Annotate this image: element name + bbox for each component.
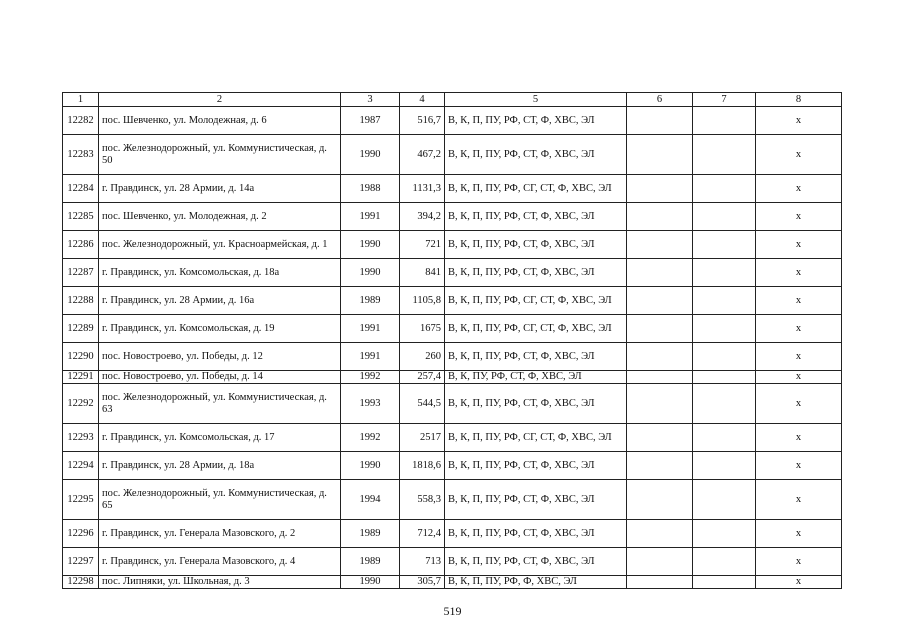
row-year: 1988	[341, 175, 400, 203]
row-col-8: х	[756, 452, 842, 480]
row-systems: В, К, ПУ, РФ, СТ, Ф, ХВС, ЭЛ	[445, 371, 627, 384]
header-col-2: 2	[99, 93, 341, 107]
table-row	[63, 424, 842, 452]
row-col-8: х	[756, 287, 842, 315]
row-address: пос. Новостроево, ул. Победы, д. 14	[99, 371, 341, 384]
row-col-6	[627, 107, 693, 135]
row-col-6	[627, 203, 693, 231]
row-systems: В, К, П, ПУ, РФ, СГ, СТ, Ф, ХВС, ЭЛ	[445, 287, 627, 315]
row-address: пос. Шевченко, ул. Молодежная, д. 6	[99, 107, 341, 135]
row-systems: В, К, П, ПУ, РФ, СТ, Ф, ХВС, ЭЛ	[445, 135, 627, 175]
row-col-8: х	[756, 343, 842, 371]
header-col-3: 3	[341, 93, 400, 107]
row-col-8: х	[756, 259, 842, 287]
row-year: 1994	[341, 480, 400, 520]
row-col-6	[627, 452, 693, 480]
row-col-7	[693, 315, 756, 343]
row-area: 516,7	[400, 107, 445, 135]
row-area: 713	[400, 548, 445, 576]
row-year: 1990	[341, 576, 400, 589]
table-row	[63, 287, 842, 315]
row-area: 394,2	[400, 203, 445, 231]
row-year: 1991	[341, 203, 400, 231]
row-address: пос. Новостроево, ул. Победы, д. 12	[99, 343, 341, 371]
row-systems: В, К, П, ПУ, РФ, СТ, Ф, ХВС, ЭЛ	[445, 384, 627, 424]
row-col-7	[693, 343, 756, 371]
row-year: 1992	[341, 371, 400, 384]
row-col-8: х	[756, 203, 842, 231]
row-systems: В, К, П, ПУ, РФ, СТ, Ф, ХВС, ЭЛ	[445, 107, 627, 135]
row-year: 1992	[341, 424, 400, 452]
row-col-7	[693, 548, 756, 576]
row-year: 1990	[341, 452, 400, 480]
row-area: 305,7	[400, 576, 445, 589]
row-col-8: х	[756, 315, 842, 343]
row-number: 12288	[63, 287, 99, 315]
row-year: 1990	[341, 259, 400, 287]
row-col-6	[627, 259, 693, 287]
table-row	[63, 315, 842, 343]
row-col-8: х	[756, 135, 842, 175]
row-col-8: х	[756, 384, 842, 424]
row-systems: В, К, П, ПУ, РФ, СГ, СТ, Ф, ХВС, ЭЛ	[445, 175, 627, 203]
row-address: г. Правдинск, ул. Комсомольская, д. 17	[99, 424, 341, 452]
row-col-8: х	[756, 548, 842, 576]
header-col-1: 1	[63, 93, 99, 107]
table-row	[63, 452, 842, 480]
row-col-6	[627, 384, 693, 424]
row-number: 12292	[63, 384, 99, 424]
row-address: пос. Железнодорожный, ул. Коммунистическая, д. 65	[99, 480, 341, 520]
row-area: 841	[400, 259, 445, 287]
row-number: 12290	[63, 343, 99, 371]
row-col-6	[627, 343, 693, 371]
row-col-7	[693, 576, 756, 589]
row-col-7	[693, 520, 756, 548]
row-col-6	[627, 548, 693, 576]
header-col-4: 4	[400, 93, 445, 107]
row-systems: В, К, П, ПУ, РФ, СТ, Ф, ХВС, ЭЛ	[445, 259, 627, 287]
header-col-5: 5	[445, 93, 627, 107]
row-col-7	[693, 135, 756, 175]
table-row	[63, 175, 842, 203]
row-col-6	[627, 135, 693, 175]
table-row	[63, 135, 842, 175]
row-area: 1105,8	[400, 287, 445, 315]
row-systems: В, К, П, ПУ, РФ, СГ, СТ, Ф, ХВС, ЭЛ	[445, 315, 627, 343]
row-col-6	[627, 175, 693, 203]
row-number: 12297	[63, 548, 99, 576]
row-col-7	[693, 231, 756, 259]
row-address: г. Правдинск, ул. Комсомольская, д. 18а	[99, 259, 341, 287]
row-year: 1993	[341, 384, 400, 424]
row-area: 712,4	[400, 520, 445, 548]
row-col-6	[627, 480, 693, 520]
row-year: 1991	[341, 315, 400, 343]
row-col-7	[693, 287, 756, 315]
row-number: 12284	[63, 175, 99, 203]
row-col-7	[693, 424, 756, 452]
row-col-8: х	[756, 424, 842, 452]
row-col-8: х	[756, 520, 842, 548]
row-address: пос. Железнодорожный, ул. Красноармейская, д. 1	[99, 231, 341, 259]
row-area: 1818,6	[400, 452, 445, 480]
row-col-7	[693, 259, 756, 287]
row-col-7	[693, 480, 756, 520]
row-year: 1989	[341, 520, 400, 548]
row-year: 1990	[341, 231, 400, 259]
table-row	[63, 203, 842, 231]
row-col-6	[627, 315, 693, 343]
row-number: 12298	[63, 576, 99, 589]
row-area: 558,3	[400, 480, 445, 520]
row-area: 257,4	[400, 371, 445, 384]
row-address: пос. Липняки, ул. Школьная, д. 3	[99, 576, 341, 589]
table-row	[63, 343, 842, 371]
row-address: пос. Железнодорожный, ул. Коммунистическая, д. 63	[99, 384, 341, 424]
row-col-6	[627, 231, 693, 259]
row-col-6	[627, 576, 693, 589]
row-address: г. Правдинск, ул. Комсомольская, д. 19	[99, 315, 341, 343]
row-year: 1990	[341, 135, 400, 175]
row-number: 12293	[63, 424, 99, 452]
row-col-8: х	[756, 576, 842, 589]
row-number: 12282	[63, 107, 99, 135]
header-col-7: 7	[693, 93, 756, 107]
row-number: 12286	[63, 231, 99, 259]
row-col-7	[693, 452, 756, 480]
row-systems: В, К, П, ПУ, РФ, СТ, Ф, ХВС, ЭЛ	[445, 520, 627, 548]
row-systems: В, К, П, ПУ, РФ, СТ, Ф, ХВС, ЭЛ	[445, 548, 627, 576]
row-col-8: х	[756, 480, 842, 520]
table-row	[63, 520, 842, 548]
row-col-6	[627, 371, 693, 384]
row-col-8: х	[756, 231, 842, 259]
row-systems: В, К, П, ПУ, РФ, СТ, Ф, ХВС, ЭЛ	[445, 203, 627, 231]
header-row	[63, 93, 842, 107]
row-year: 1991	[341, 343, 400, 371]
row-area: 544,5	[400, 384, 445, 424]
page-number: 519	[443, 604, 462, 618]
row-year: 1987	[341, 107, 400, 135]
row-col-6	[627, 520, 693, 548]
row-area: 1131,3	[400, 175, 445, 203]
table-row	[63, 576, 842, 589]
row-address: г. Правдинск, ул. Генерала Мазовского, д. 2	[99, 520, 341, 548]
row-area: 721	[400, 231, 445, 259]
row-address: г. Правдинск, ул. 28 Армии, д. 18а	[99, 452, 341, 480]
row-col-8: х	[756, 371, 842, 384]
row-systems: В, К, П, ПУ, РФ, СТ, Ф, ХВС, ЭЛ	[445, 231, 627, 259]
row-address: пос. Железнодорожный, ул. Коммунистическая, д. 50	[99, 135, 341, 175]
row-number: 12283	[63, 135, 99, 175]
row-year: 1989	[341, 287, 400, 315]
row-number: 12289	[63, 315, 99, 343]
row-col-7	[693, 371, 756, 384]
row-systems: В, К, П, ПУ, РФ, СТ, Ф, ХВС, ЭЛ	[445, 343, 627, 371]
row-area: 260	[400, 343, 445, 371]
row-address: пос. Шевченко, ул. Молодежная, д. 2	[99, 203, 341, 231]
row-col-6	[627, 287, 693, 315]
row-number: 12294	[63, 452, 99, 480]
header-col-8: 8	[756, 93, 842, 107]
row-col-8: х	[756, 107, 842, 135]
row-systems: В, К, П, ПУ, РФ, Ф, ХВС, ЭЛ	[445, 576, 627, 589]
table-row	[63, 480, 842, 520]
row-area: 2517	[400, 424, 445, 452]
row-number: 12296	[63, 520, 99, 548]
row-address: г. Правдинск, ул. Генерала Мазовского, д. 4	[99, 548, 341, 576]
row-systems: В, К, П, ПУ, РФ, СГ, СТ, Ф, ХВС, ЭЛ	[445, 424, 627, 452]
table-row	[63, 384, 842, 424]
row-col-7	[693, 384, 756, 424]
table-row	[63, 231, 842, 259]
row-address: г. Правдинск, ул. 28 Армии, д. 14а	[99, 175, 341, 203]
row-area: 1675	[400, 315, 445, 343]
row-number: 12285	[63, 203, 99, 231]
row-number: 12295	[63, 480, 99, 520]
table-row	[63, 548, 842, 576]
row-systems: В, К, П, ПУ, РФ, СТ, Ф, ХВС, ЭЛ	[445, 452, 627, 480]
row-address: г. Правдинск, ул. 28 Армии, д. 16а	[99, 287, 341, 315]
table-row	[63, 107, 842, 135]
housing-register-table	[62, 92, 842, 589]
header-col-6: 6	[627, 93, 693, 107]
row-area: 467,2	[400, 135, 445, 175]
row-number: 12287	[63, 259, 99, 287]
row-year: 1989	[341, 548, 400, 576]
row-number: 12291	[63, 371, 99, 384]
table-row	[63, 371, 842, 384]
row-col-8: х	[756, 175, 842, 203]
row-systems: В, К, П, ПУ, РФ, СТ, Ф, ХВС, ЭЛ	[445, 480, 627, 520]
row-col-6	[627, 424, 693, 452]
table-body	[63, 107, 842, 589]
row-col-7	[693, 175, 756, 203]
table-row	[63, 259, 842, 287]
row-col-7	[693, 107, 756, 135]
row-col-7	[693, 203, 756, 231]
